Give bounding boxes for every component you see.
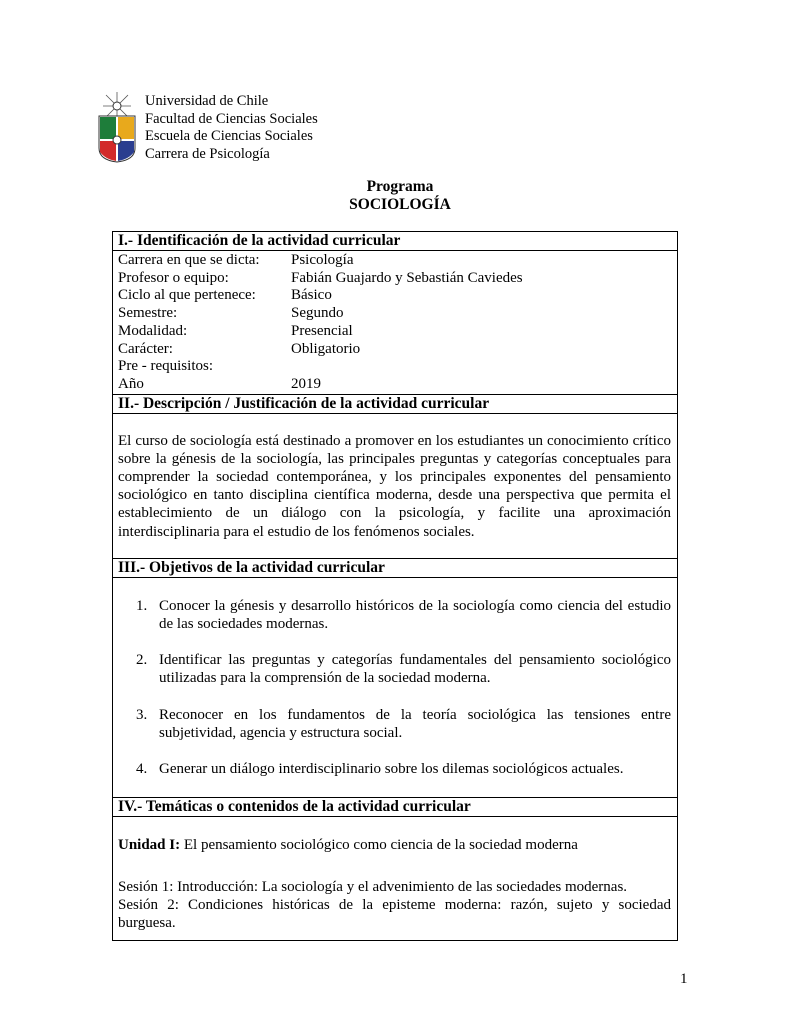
info-row	[113, 376, 677, 394]
info-label: Modalidad:	[118, 322, 188, 339]
unit-name: El pensamiento sociológico como ciencia de la sociedad moderna	[180, 836, 578, 853]
info-label: Semestre:	[118, 305, 178, 322]
item-number: 3.	[136, 706, 148, 723]
university-name: Universidad de Chile	[145, 93, 269, 109]
course-title: SOCIOLOGÍA	[349, 196, 451, 213]
section-objectives	[113, 559, 677, 798]
session-item: Sesión 1: Introducción: La sociología y el advenimiento de las sociedades modernas.	[118, 878, 628, 895]
info-value: Obligatorio	[291, 340, 361, 357]
section-description	[113, 395, 677, 559]
info-value: Fabián Guajardo y Sebastián Caviedes	[291, 269, 523, 286]
section-identification	[113, 232, 677, 395]
section-heading: II.- Descripción / Justificación de la actividad curricular	[113, 395, 677, 414]
objective-item	[113, 760, 677, 778]
section-heading: IV.- Temáticas o contenidos de la actividad curricular	[113, 798, 677, 817]
info-row	[113, 252, 677, 270]
objective-item	[113, 706, 677, 742]
info-label: Pre - requisitos:	[118, 358, 213, 375]
document-type: Programa	[366, 178, 434, 195]
info-row	[113, 358, 677, 376]
session-item: Sesión 2: Condiciones históricas de la episteme moderna: razón, sujeto y sociedad burguesa.	[118, 897, 671, 932]
unit-title	[118, 836, 671, 854]
university-logo	[97, 90, 137, 164]
objective-item	[113, 597, 677, 633]
item-text: Reconocer en los fundamentos de la teoría sociológica las tensiones entre subjetividad, agencia y estructura social.	[159, 706, 671, 742]
info-row	[113, 305, 677, 323]
item-number: 1.	[136, 597, 148, 614]
objective-item	[113, 651, 677, 687]
page-number: 1	[680, 971, 688, 987]
item-text: Generar un diálogo interdisciplinario sobre los dilemas sociológicos actuales.	[159, 761, 624, 778]
section-heading: I.- Identificación de la actividad curricular	[113, 232, 677, 251]
info-label: Ciclo al que pertenece:	[118, 287, 256, 304]
info-label: Profesor o equipo:	[118, 269, 229, 286]
item-text: Conocer la génesis y desarrollo históricos de la sociología como ciencia del estudio de las sociedades modernas.	[159, 597, 671, 632]
description-text: El curso de sociología está destinado a promover en los estudiantes un conocimiento crítico sobre la génesis de la sociología, las principales preguntas y categorías conceptuales para comprender la sociedad contemporánea, y los principales exponentes del pensamiento sociológico en tanto disciplina científica moderna, desde una perspectiva que permita el establecimiento de un diálogo con la psicología, y facilite una aproximación interdisciplinaria para el estudio de los fenómenos sociales.	[118, 432, 671, 540]
career-name: Carrera de Psicología	[145, 145, 270, 162]
info-value: Psicología	[291, 252, 354, 268]
info-value: Segundo	[291, 305, 344, 322]
faculty-name: Facultad de Ciencias Sociales	[145, 110, 318, 127]
info-label: Carrera en que se dicta:	[118, 252, 260, 268]
item-number: 4.	[136, 761, 148, 778]
info-row	[113, 287, 677, 305]
info-value: Presencial	[291, 322, 353, 339]
institution-header	[145, 93, 318, 163]
info-label: Año	[118, 375, 144, 392]
section-heading: III.- Objetivos de la actividad curricular	[113, 559, 677, 578]
info-row	[113, 341, 677, 359]
item-number: 2.	[136, 652, 148, 669]
objectives-list	[113, 578, 677, 797]
unit-label: Unidad I:	[118, 836, 181, 853]
info-row	[113, 270, 677, 288]
info-value: Básico	[291, 287, 332, 304]
program-table	[112, 231, 678, 941]
info-label: Carácter:	[118, 340, 173, 357]
info-row	[113, 323, 677, 341]
item-text: Identificar las preguntas y categorías fundamentales del pensamiento sociológico utilizadas para la comprensión de la sociedad moderna.	[159, 652, 671, 687]
section-contents	[113, 798, 677, 940]
school-name: Escuela de Ciencias Sociales	[145, 128, 313, 144]
info-value: 2019	[291, 375, 321, 392]
